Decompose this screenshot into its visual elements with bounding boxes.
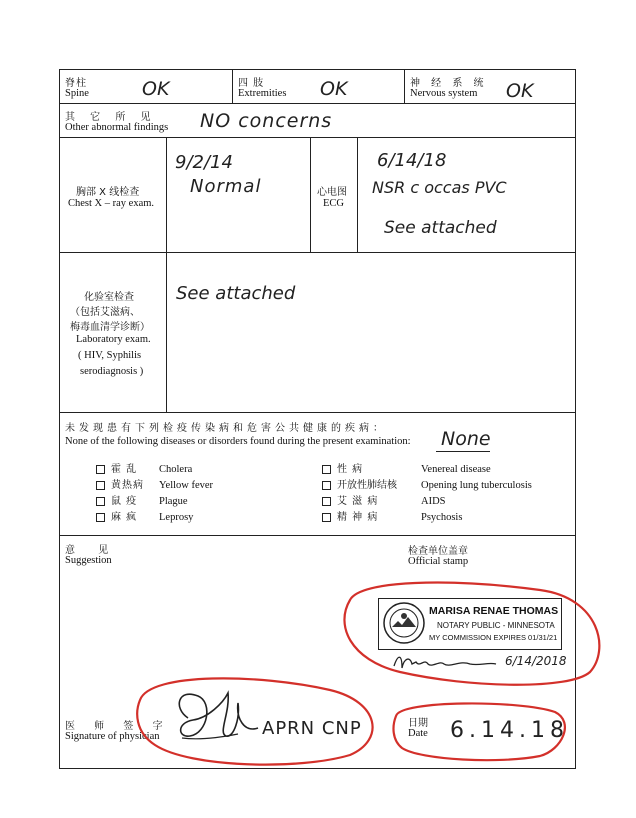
- col-divider: [232, 69, 233, 103]
- lab-label-zh-1: 化验室检查: [84, 292, 134, 303]
- notary-sign-date: 6/14/2018: [505, 654, 567, 668]
- nervous-label-zh: 神 经 系 统: [410, 78, 488, 89]
- chest-xray-result: Normal: [190, 176, 262, 197]
- extremities-value: OK: [320, 78, 348, 100]
- diseases-value: None: [441, 428, 491, 450]
- disease-psychosis: 精 神 病 Psychosis: [322, 508, 462, 523]
- ecg-label-en: ECG: [323, 198, 344, 209]
- row-divider: [59, 535, 576, 536]
- ecg-note: See attached: [384, 218, 497, 238]
- other-findings-label-en: Other abnormal findings: [65, 122, 169, 133]
- disease-tuberculosis: 开放性肺结核 Opening lung tuberculosis: [322, 476, 532, 491]
- col-divider: [357, 137, 358, 252]
- checkbox[interactable]: [322, 513, 331, 522]
- disease-leprosy: 麻 疯 Leprosy: [96, 508, 193, 523]
- state-seal-icon: [382, 601, 426, 645]
- disease-venereal: 性 病 Venereal disease: [322, 460, 491, 475]
- table-top-border: [59, 69, 576, 70]
- physician-signature-label-en: Signature of physician: [65, 731, 160, 742]
- disease-cholera: 霍 乱 Cholera: [96, 460, 192, 475]
- notary-name: MARISA RENAE THOMAS: [429, 605, 559, 617]
- chest-xray-label-zh: 胸部 X 线检查: [76, 187, 140, 198]
- suggestion-label-zh: 意 见: [65, 545, 119, 556]
- disease-aids: 艾 滋 病 AIDS: [322, 492, 446, 507]
- notary-stamp: [378, 598, 562, 650]
- row-divider: [59, 103, 576, 104]
- extremities-label-en: Extremities: [238, 88, 287, 99]
- lab-label-zh-3: 梅毒血清学诊断）: [70, 322, 150, 333]
- disease-yellow-fever: 黄热病 Yellow fever: [96, 476, 213, 491]
- date-value: 6.14.18: [450, 718, 569, 743]
- col-divider: [166, 137, 167, 412]
- spine-value: OK: [142, 78, 170, 100]
- official-stamp-label-en: Official stamp: [408, 556, 469, 567]
- nervous-label-en: Nervous system: [410, 88, 478, 99]
- col-divider: [310, 137, 311, 252]
- checkbox[interactable]: [96, 481, 105, 490]
- spine-label-zh: 脊柱: [65, 78, 87, 89]
- ecg-result: NSR c occas PVC: [372, 178, 507, 197]
- disease-plague: 鼠 疫 Plague: [96, 492, 188, 507]
- table-left-border: [59, 69, 60, 769]
- row-divider: [59, 412, 576, 413]
- date-label-en: Date: [408, 728, 428, 739]
- table-bottom-border: [59, 768, 576, 769]
- suggestion-label-en: Suggestion: [65, 555, 112, 566]
- physician-credentials: APRN CNP: [262, 718, 362, 739]
- chest-xray-date: 9/2/14: [175, 152, 233, 173]
- notary-title: NOTARY PUBLIC - MINNESOTA: [437, 621, 555, 630]
- official-stamp-label-zh: 检查单位盖章: [408, 546, 468, 557]
- checkbox[interactable]: [322, 481, 331, 490]
- other-findings-label-zh: 其 它 所 见: [65, 112, 157, 123]
- diseases-intro-en: None of the following diseases or disorders found during the present examination:: [65, 436, 411, 447]
- checkbox[interactable]: [96, 513, 105, 522]
- diseases-intro-zh: 未发现患有下列检疫传染病和危害公共健康的疾病：: [65, 423, 387, 434]
- physician-signature: [168, 678, 268, 748]
- nervous-value: OK: [506, 80, 534, 102]
- checkbox[interactable]: [322, 465, 331, 474]
- extremities-label-zh: 四 肢: [238, 78, 265, 89]
- ecg-label-zh: 心电图: [317, 187, 347, 198]
- ecg-date: 6/14/18: [377, 150, 447, 171]
- other-findings-value: NO concerns: [200, 110, 333, 132]
- checkbox[interactable]: [322, 497, 331, 506]
- checkbox[interactable]: [96, 465, 105, 474]
- lab-label-en-1: Laboratory exam.: [76, 334, 151, 345]
- lab-value: See attached: [176, 283, 296, 304]
- notary-signature: [390, 650, 500, 676]
- lab-label-en-3: serodiagnosis ): [80, 366, 144, 377]
- row-divider: [59, 137, 576, 138]
- diseases-value-underline: [436, 451, 490, 452]
- date-label-zh: 日期: [408, 718, 428, 729]
- table-right-border: [575, 69, 576, 769]
- chest-xray-label-en: Chest X – ray exam.: [68, 198, 155, 209]
- col-divider: [404, 69, 405, 103]
- row-divider: [59, 252, 576, 253]
- physician-signature-label-zh: 医 师 签 字: [65, 721, 171, 732]
- notary-expires: MY COMMISSION EXPIRES 01/31/21: [429, 633, 558, 642]
- lab-label-en-2: ( HIV, Syphilis: [78, 350, 142, 361]
- lab-label-zh-2: （包括艾滋病、: [70, 307, 140, 318]
- checkbox[interactable]: [96, 497, 105, 506]
- spine-label-en: Spine: [65, 88, 89, 99]
